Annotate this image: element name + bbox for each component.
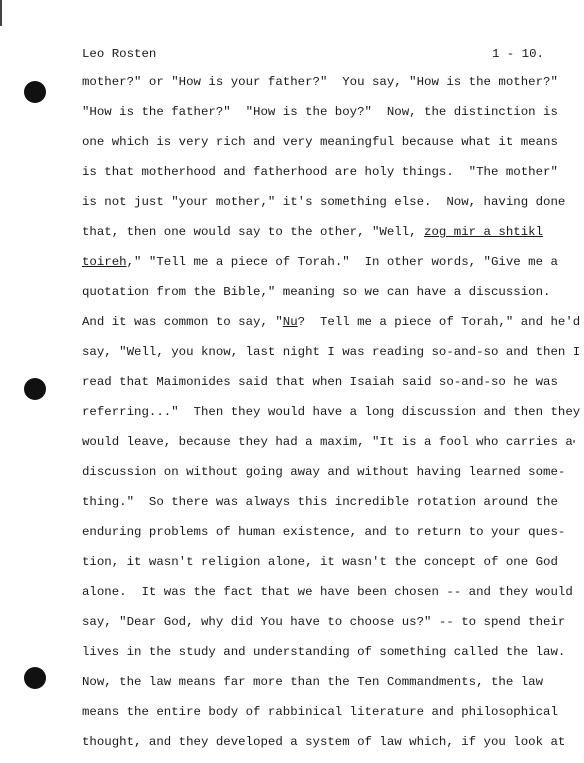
text-line xyxy=(82,343,581,373)
text-line xyxy=(82,133,558,163)
text-line xyxy=(82,73,558,103)
text-line xyxy=(82,403,581,433)
text-segment: means the entire body of rabbinical literature and philosophical xyxy=(82,705,558,719)
text-segment: "How is the father?" "How is the boy?" Now, the distinction is xyxy=(82,105,558,119)
text-line xyxy=(82,493,558,523)
text-segment: is not just "your mother," it's something else. Now, having done xyxy=(82,195,566,209)
text-segment: that, then one would say to the other, "Well, xyxy=(82,225,425,239)
text-line xyxy=(82,313,581,343)
text-segment: one which is very rich and very meaningful because what it means xyxy=(82,135,558,149)
underlined-term: Nu xyxy=(282,315,298,329)
text-segment: And it was common to say, " xyxy=(82,315,283,329)
text-line xyxy=(82,613,566,643)
text-segment: ? Tell me a piece of Torah," and he'd xyxy=(297,315,581,329)
text-segment: read that Maimonides said that when Isaiah said so-and-so he was xyxy=(82,375,558,389)
text-line xyxy=(82,103,558,133)
text-segment: quotation from the Bible," meaning so we can have a discussion. xyxy=(82,285,551,299)
text-line xyxy=(82,673,552,703)
author-name: Leo Rosten xyxy=(82,47,157,61)
text-line xyxy=(82,163,558,193)
text-segment: enduring problems of human existence, and to return to your ques- xyxy=(82,525,566,539)
text-segment: referring..." Then they would have a long discussion and then they xyxy=(82,405,581,419)
text-line xyxy=(82,523,566,553)
page-edge-mark xyxy=(0,0,2,26)
text-line xyxy=(82,193,566,223)
text-segment: tion, it wasn't religion alone, it wasn't the concept of one God xyxy=(82,555,558,569)
binder-hole-middle xyxy=(24,378,46,400)
text-line xyxy=(82,703,558,733)
text-segment: say, "Well, you know, last night I was reading so-and-so and then I xyxy=(82,345,581,359)
text-line xyxy=(82,733,566,763)
text-segment: lives in the study and understanding of something called the law. xyxy=(82,645,566,659)
text-line xyxy=(82,463,566,493)
binder-hole-bottom xyxy=(24,667,46,689)
text-segment: discussion on without going away and without having learned some- xyxy=(82,465,566,479)
text-segment: Now, the law means far more than the Ten Commandments, the law xyxy=(82,675,544,689)
page-number: 1 - 10. xyxy=(491,47,544,61)
text-line xyxy=(82,643,566,673)
underlined-term: zog mir a shtikl xyxy=(424,225,544,239)
text-segment: say, "Dear God, why did You have to choose us?" -- to spend their xyxy=(82,615,566,629)
text-segment: would leave, because they had a maxim, "It is a fool who carries a xyxy=(82,435,573,449)
text-line xyxy=(82,253,558,283)
paper-speck xyxy=(573,440,575,443)
text-segment: alone. It was the fact that we have been chosen -- and they would xyxy=(82,585,573,599)
text-segment: is that motherhood and fatherhood are holy things. "The mother" xyxy=(82,165,558,179)
text-segment: ," "Tell me a piece of Torah." In other words, "Give me a xyxy=(126,255,558,269)
text-segment: mother?" or "How is your father?" You say, "How is the mother?" xyxy=(82,75,558,89)
underlined-term: toireh xyxy=(82,255,127,269)
text-line xyxy=(82,583,573,613)
text-segment: thought, and they developed a system of law which, if you look at xyxy=(82,735,566,749)
transcript-body xyxy=(82,73,581,763)
text-segment: thing." So there was always this incredible rotation around the xyxy=(82,495,558,509)
text-line xyxy=(82,283,552,313)
binder-hole-top xyxy=(24,81,46,103)
text-line xyxy=(82,373,558,403)
text-line xyxy=(82,223,552,253)
text-line xyxy=(82,553,558,583)
text-line xyxy=(82,433,573,463)
